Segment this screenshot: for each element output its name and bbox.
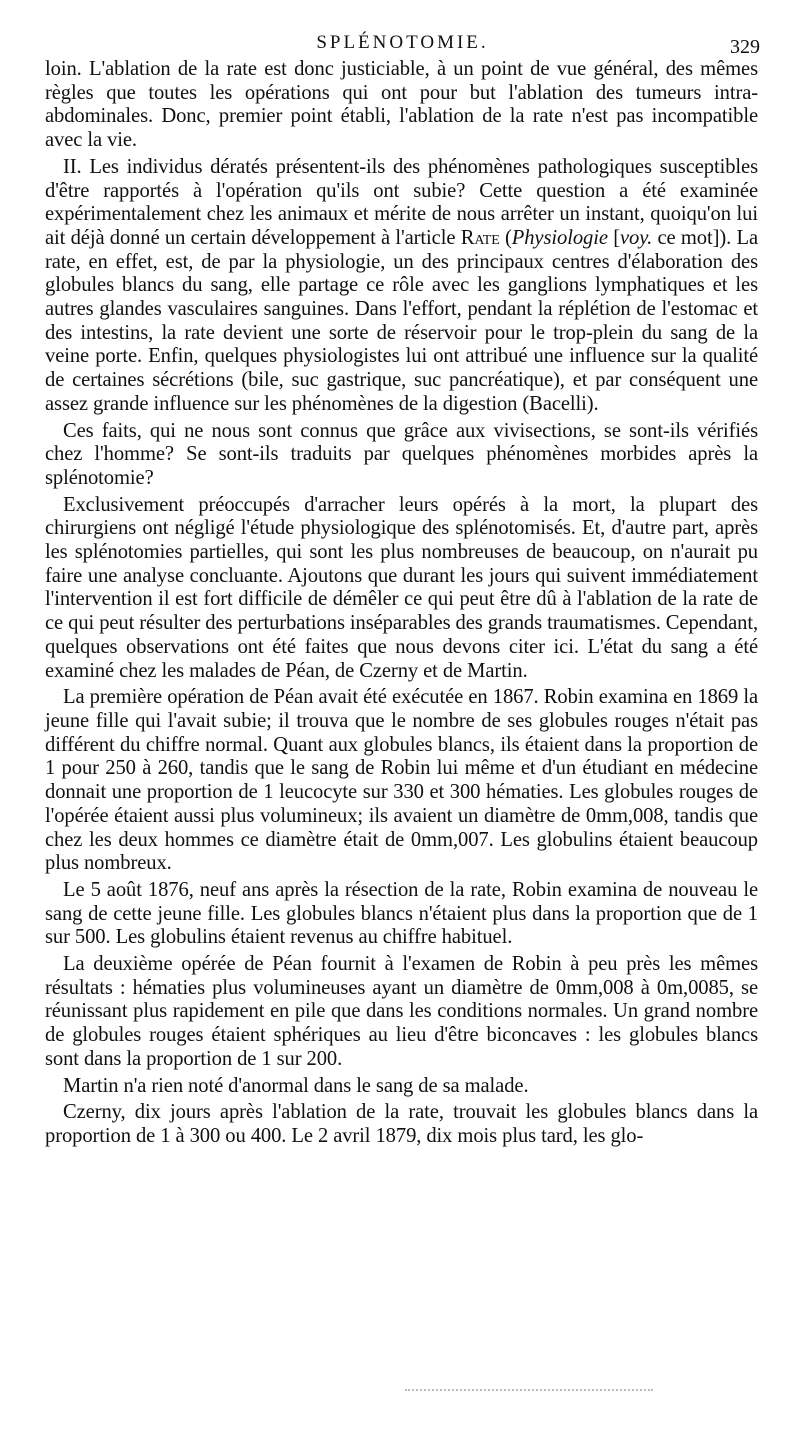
- paragraph-6: Le 5 août 1876, neuf ans après la résection de la rate, Robin examina de nouveau le sang de cette jeune fille. Les globules blancs n'étaient plus dans la proportion que de 1 sur 500. Les globulins étaient revenus au chiffre habituel.: [45, 878, 758, 949]
- running-head: [45, 30, 760, 60]
- paragraph-8: Martin n'a rien noté d'anormal dans le sang de sa malade.: [63, 1074, 529, 1097]
- ce-mot: ce mot: [652, 226, 713, 249]
- paragraph-2-part-2: ]). La rate, en effet, est, de par la physiologie, un des principaux centres d'élaboration des globules blancs du sang, elle partage ce rôle avec les ganglions lymphatiques et les autres glandes vasculaires sanguines. Dans l'effort, pendant la réplétion de l'estomac et des intestins, la rate devient une sorte de réservoir pour le trop-plein du sang de la veine porte. Enfin, quelques physiologistes lui ont attribué une influence sur la qualité de certaines sécrétions (bile, suc gastrique, suc pancréatique), et par conséquent une assez grande influence sur les phénomènes de la digestion (Bacelli).: [45, 226, 758, 415]
- paragraph-2-part-1: II. Les individus dératés présentent-ils des phénomènes pathologiques susceptibles d'être rapportés à l'opération qu'ils ont subie? Cette question a été examinée expérimentalement chez les animaux et mérite de nous arrêter un instant, quoiqu'on lui ait déjà donné un certain développement à l'article: [45, 155, 758, 249]
- article-reference: Rate: [460, 226, 500, 249]
- footer-rule: [405, 1389, 653, 1393]
- article-italic: Physiologie: [511, 226, 608, 249]
- voy-italic: voy.: [619, 226, 653, 249]
- paragraph-5: La première opération de Péan avait été exécutée en 1867. Robin examina en 1869 la jeune fille qui l'avait subie; il trouva que le nombre de ses globules rouges n'était pas différent du chiffre normal. Quant aux globules blancs, ils étaient dans la proportion de 1 pour 250 à 260, tandis que le sang de Robin lui même et d'un étudiant en médecine donnait une proportion de 1 leucocyte sur 330 et 300 hématies. Les globules rouges de l'opérée étaient aussi plus volumineux; ils avaient un diamètre de 0mm,008, tandis que chez les deux hommes ce diamètre était de 0mm,007. Les globulins étaient beaucoup plus nombreux.: [45, 686, 758, 875]
- paragraph-4: Exclusivement préoccupés d'arracher leurs opérés à la mort, la plupart des chirurgiens ont négligé l'étude physiologique des splénotomisés. Et, d'autre part, après les splénotomies partielles, qui sont les plus nombreuses de beaucoup, on n'aurait pu faire une analyse concluante. Ajoutons que durant les jours qui suivent immédiatement l'intervention il est fort difficile de démêler ce qui peut être dû à l'ablation de la rate de ce qui peut résulter des perturbations inséparables des grands traumatismes. Cependant, quelques observations ont été faites que nous devons citer ici. L'état du sang a été examiné chez les malades de Péan, de Czerny et de Martin.: [45, 493, 759, 682]
- paragraph-1: loin. L'ablation de la rate est donc justiciable, à un point de vue général, des mêmes règles que toutes les opérations qui ont pour but l'ablation des tumeurs intra-abdominales. Donc, premier point établi, l'ablation de la rate n'est pas incompatible avec la vie.: [45, 58, 758, 152]
- paragraph-7: La deuxième opérée de Péan fournit à l'examen de Robin à peu près les mêmes résultats : hématies plus volumineuses ayant un diamètre de 0mm,008 à 0m,0085, se réunissant plus rapidement en pile que dans les conditions normales. Un grand nombre de globules rouges étaient sphériques au lieu d'être biconcaves : les globules blancs sont dans la proportion de 1 sur 200.: [45, 953, 758, 1070]
- paragraph-9: Czerny, dix jours après l'ablation de la rate, trouvait les globules blancs dans la proportion de 1 à 300 ou 400. Le 2 avril 1879, dix mois plus tard, les glo-: [45, 1101, 758, 1147]
- running-title: SPLÉNOTOMIE.: [316, 32, 489, 53]
- page-number: 329: [730, 36, 760, 58]
- paragraph-3: Ces faits, qui ne nous sont connus que grâce aux vivisections, se sont-ils vérifiés chez l'homme? Se sont-ils traduits par quelques phénomènes morbides après la splénotomie?: [45, 419, 758, 489]
- text-body: [45, 58, 758, 1149]
- paragraph-2: II. Les individus dératés présentent-ils des phénomènes pathologiques susceptibles d'être rapportés à l'opération qu'ils ont subie? Cette question a été examinée expérimentalement chez les animaux et mérite de nous arrêter un instant, quoiqu'on lui ait déjà donné un certain développement à l'article Rate (Physiologie [voy. ce mot]). La rate, en effet, est, de par la physiologie, un des principaux centres d'élaboration des globules blancs du sang, elle partage ce rôle avec les ganglions lymphatiques et les autres glandes vasculaires sanguines. Dans l'effort, pendant la réplétion de l'estomac et des intestins, la rate devient une sorte de réservoir pour le trop-plein du sang de la veine porte. Enfin, quelques physiologistes lui ont attribué une influence sur la qualité de certaines sécrétions (bile, suc gastrique, suc pancréatique), et par conséquent une assez grande influence sur les phénomènes de la digestion (Bacelli).: [45, 155, 758, 415]
